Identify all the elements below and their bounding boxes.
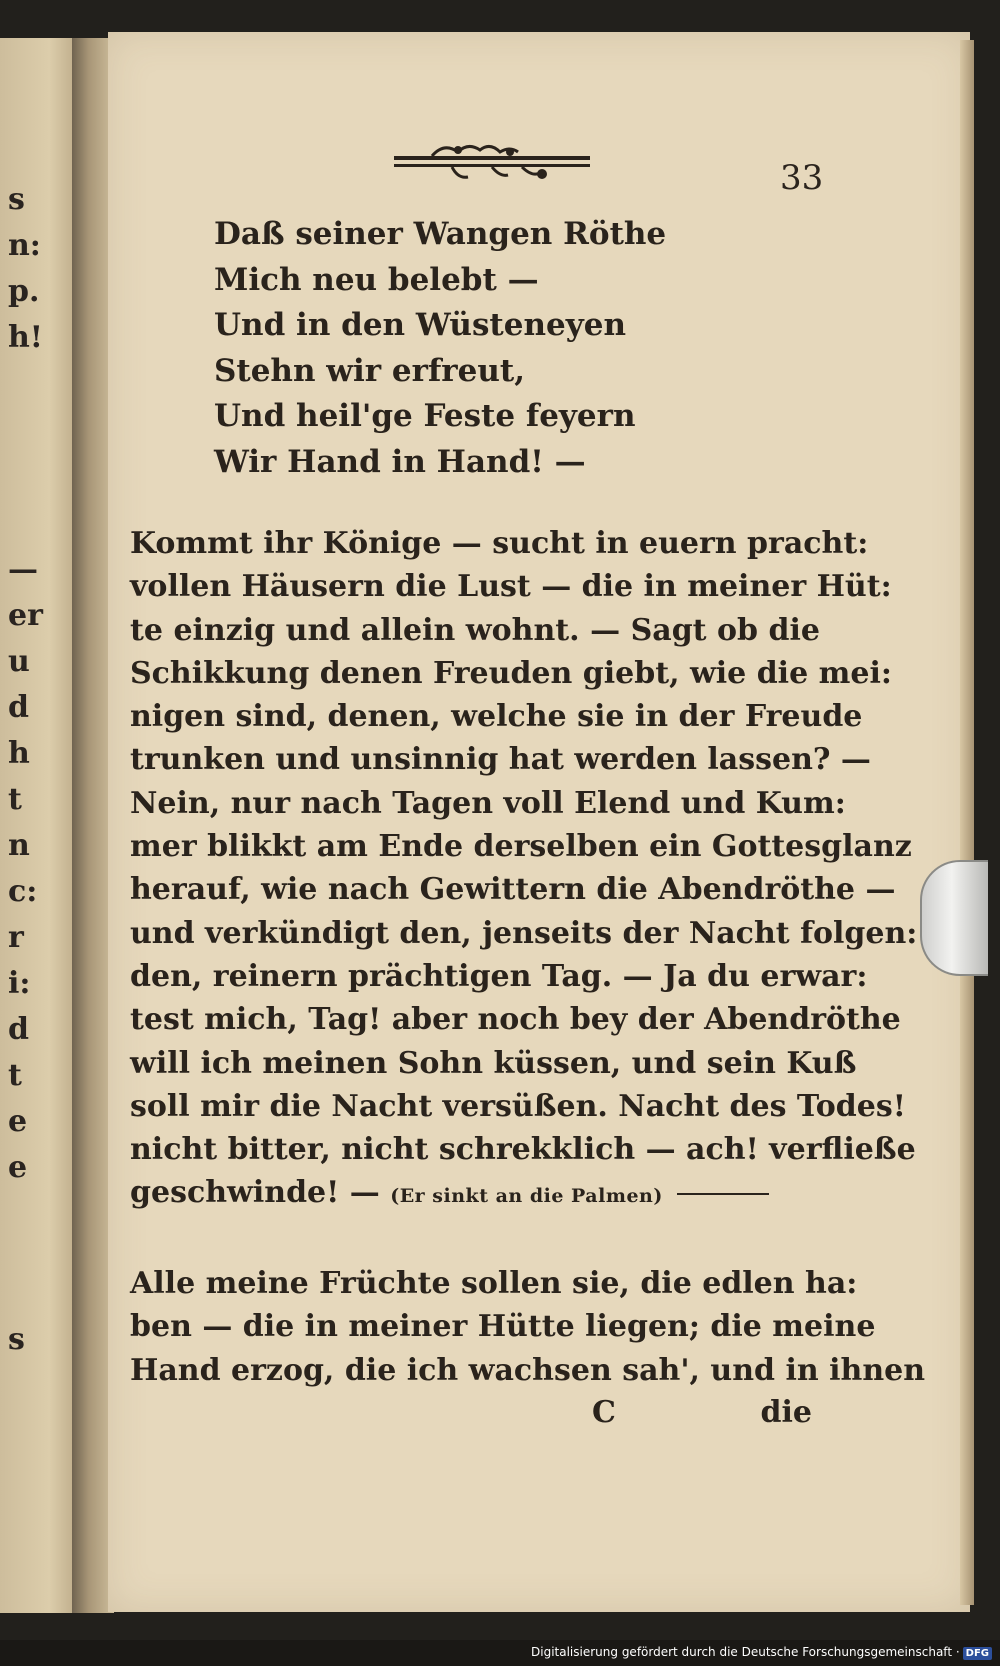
prose-paragraph-2	[130, 1262, 926, 1392]
prose-line: Nein, nur nach Tagen voll Elend und Kum:	[130, 785, 846, 821]
stage-direction: (Er sinkt an die Palmen)	[390, 1185, 663, 1208]
facing-page-edge	[0, 38, 82, 1613]
prose-line: Alle meine Früchte sollen sie, die edlen ha:	[130, 1266, 858, 1301]
verse-line: Mich neu belebt —	[214, 261, 539, 298]
prose-line: will ich meinen Sohn küssen, und sein Kuß	[130, 1045, 857, 1081]
verse-line: Wir Hand in Hand! —	[214, 443, 586, 480]
facing-page-fragment: s	[8, 1322, 25, 1357]
facing-page-fragment: h	[8, 736, 30, 771]
catchword: die	[760, 1395, 812, 1430]
prose-line: te einzig und allein wohnt. — Sagt ob die	[130, 612, 820, 648]
closing-rule	[677, 1193, 769, 1195]
signature-mark: C	[592, 1395, 616, 1430]
facing-page-fragment: er	[8, 598, 43, 633]
prose-line-final	[130, 1171, 820, 1218]
facing-page-fragment: i:	[8, 966, 31, 1001]
facing-page-fragment: d	[8, 690, 29, 725]
prose-line: Kommt ihr Könige — sucht in euern pracht:	[130, 526, 869, 561]
facing-page-fragment: u	[8, 644, 30, 679]
verse-line: Stehn wir erfreut,	[214, 352, 525, 389]
verse-line: Und in den Wüsteneyen	[214, 307, 627, 343]
verse-line: Daß seiner Wangen Röthe	[214, 216, 667, 252]
prose-line: nicht bitter, nicht schrekklich — ach! verfließe	[130, 1132, 916, 1168]
prose-line: soll mir die Nacht versüßen. Nacht des Todes!	[130, 1088, 906, 1124]
ornament-vignette	[392, 138, 592, 186]
digitization-credit	[531, 1645, 992, 1660]
prose-line: Hand erzog, die ich wachsen sah', und in ihnen	[130, 1352, 926, 1388]
facing-page-fragment: n	[8, 828, 30, 863]
facing-page-fragment: c:	[8, 874, 38, 909]
verse-line: Und heil'ge Feste feyern	[214, 398, 636, 434]
facing-page-fragment: e	[8, 1150, 28, 1185]
prose-line: und verkündigt den, jenseits der Nacht folgen:	[130, 915, 918, 951]
prose-line: ben — die in meiner Hütte liegen; die meine	[130, 1309, 876, 1345]
facing-page-fragment: t	[8, 782, 22, 817]
facing-page-fragment: n:	[8, 228, 41, 263]
prose-paragraph-1	[130, 522, 918, 1219]
page-number: 33	[780, 158, 824, 198]
prose-line: vollen Häusern die Lust — die in meiner Hüt:	[130, 569, 892, 605]
prose-line: Schikkung denen Freuden giebt, wie die mei:	[130, 655, 892, 691]
page-clip	[920, 860, 988, 976]
facing-page-fragment: e	[8, 1104, 28, 1139]
facing-page-fragment: d	[8, 1012, 29, 1047]
prose-line: trunken und unsinnig hat werden lassen? —	[130, 742, 871, 778]
credit-text: Digitalisierung gefördert durch die Deutsche Forschungsgemeinschaft ·	[531, 1645, 960, 1659]
facing-page-fragment: r	[8, 920, 24, 955]
prose-line-text: geschwinde! —	[130, 1175, 380, 1211]
prose-line: nigen sind, denen, welche sie in der Freude	[130, 699, 863, 735]
facing-page-fragment: p.	[8, 274, 40, 309]
facing-page-fragment: s	[8, 182, 25, 217]
page-fore-edge	[960, 40, 974, 1605]
prose-line: herauf, wie nach Gewittern die Abendröthe —	[130, 872, 896, 908]
prose-line: mer blikkt am Ende derselben ein Gottesglanz	[130, 829, 912, 865]
dfg-logo: DFG	[963, 1647, 992, 1660]
facing-page-fragment: h!	[8, 320, 43, 355]
verse-stanza	[214, 212, 666, 485]
facing-page-fragment: —	[8, 552, 38, 587]
facing-page-fragment: t	[8, 1058, 22, 1093]
prose-line: den, reinern prächtigen Tag. — Ja du erwar:	[130, 958, 868, 994]
prose-line: test mich, Tag! aber noch bey der Abendröthe	[130, 1002, 901, 1038]
signature-row	[130, 1395, 820, 1443]
